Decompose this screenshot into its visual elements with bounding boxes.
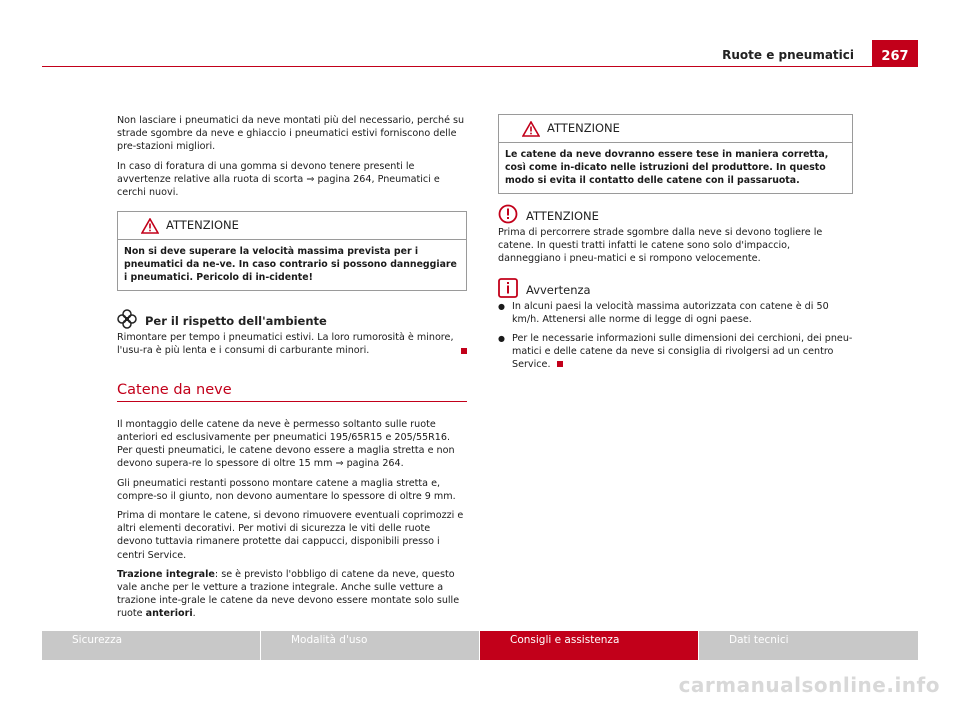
body-paragraph: Il montaggio delle catene da neve è permesso soltanto sulle ruote anteriori ed esclusivamente per pneumatici 195/65R15 e 205/55R16. Per questi pneumatici, le catene devono essere a maglia stretta e non devono supera-re lo spessore di oltre 15 mm ⇒ pagina 264. — [117, 418, 455, 470]
running-header-title: Ruote e pneumatici — [722, 48, 854, 62]
environment-body: Rimontare per tempo i pneumatici estivi. La loro rumorosità è minore, l'usu-ra è più lenta e i consumi di carburante minori. — [117, 331, 467, 357]
note-header — [498, 278, 853, 300]
footer-tab-dati-tecnici[interactable]: Dati tecnici — [699, 631, 918, 660]
footer-tab-consigli-assistenza[interactable]: Consigli e assistenza — [480, 631, 698, 660]
environment-header — [117, 309, 467, 331]
environment-flower-icon — [117, 309, 137, 329]
footer-tab-modalita-uso[interactable]: Modalità d'uso — [261, 631, 479, 660]
footer-tab-sicurezza[interactable]: Sicurezza — [42, 631, 260, 660]
caution-title: ATTENZIONE — [526, 209, 599, 223]
end-marker — [461, 348, 467, 354]
environment-title: Per il rispetto dell'ambiente — [145, 314, 327, 329]
body-paragraph: Prima di montare le catene, si devono rimuovere eventuali coprimozzi e altri elementi decorativi. Per motivi di sicurezza le viti delle ruote devono tuttavia rimanere protette dai cappucci, disponibili presso i centri Service. — [117, 510, 464, 561]
traction-paragraph: Trazione integrale: se è previsto l'obbligo di catene da neve, questo vale anche per le vetture a trazione integrale. Anche sulle vetture a trazione inte-grale le catene da neve devono essere montate solo sulle ruote anteriori. — [117, 568, 460, 620]
warning-body: Non si deve superare la velocità massima prevista per i pneumatici da ne-ve. In caso contrario si possono danneggiare i pneumatici. Pericolo di in-cidente! — [124, 246, 457, 284]
body-paragraph: Gli pneumatici restanti possono montare catene a maglia stretta e, compre-so il giunto, non devono aumentare lo spessore di oltre 9 mm. — [117, 477, 456, 502]
info-note-icon — [498, 278, 518, 298]
caution-body: Prima di percorrere strade sgombre dalla neve si devono togliere le catene. In questi tratti infatti le catene sono solo d'impaccio, danneggiano i pneu-matici e si rompono velocemente. — [498, 227, 823, 265]
intro-paragraph: Non lasciare i pneumatici da neve montati più del necessario, perché su strade sgombre da neve e ghiaccio i pneumatici estivi forniscono delle pre-stazioni migliori. — [117, 115, 465, 153]
end-marker — [557, 361, 563, 367]
section-title-catene: Catene da neve — [117, 381, 232, 398]
note-title: Avvertenza — [526, 282, 591, 297]
note-item: ● In alcuni paesi la velocità massima autorizzata con catene è di 50 km/h. Attenersi alle norme di legge di ogni paese. — [498, 300, 853, 326]
caution-header — [498, 204, 853, 226]
warning-triangle-icon — [522, 121, 540, 137]
traction-label: Trazione integrale — [117, 568, 215, 580]
warning-triangle-icon — [141, 218, 159, 234]
intro-paragraph: In caso di foratura di una gomma si devono tenere presenti le avvertenze relative alla ruota di scorta ⇒ pagina 264, Pneumatici e cerchi nuovi. — [117, 160, 440, 199]
warning-box-chains — [498, 114, 853, 194]
note-item: ● Per le necessarie informazioni sulle dimensioni dei cerchioni, dei pneu-matici e delle catene da neve si consiglia di rivolgersi ad un centro Service. — [498, 332, 853, 372]
warning-box-header — [118, 212, 466, 240]
section-rule — [117, 401, 467, 402]
page-number: 267 — [872, 40, 918, 67]
warning-title: ATTENZIONE — [166, 218, 239, 233]
footer-nav — [42, 631, 918, 660]
traction-emphasis: anteriori — [145, 608, 193, 620]
left-column — [117, 114, 467, 627]
warning-box — [117, 211, 467, 291]
header-rule — [42, 66, 918, 67]
warning-body: Le catene da neve dovranno essere tese in maniera corretta, così come in-dicato nelle istruzioni del produttore. In questo modo si evita il contatto delle catene con il passaruota. — [505, 149, 829, 186]
warning-box-header — [499, 115, 852, 143]
right-column — [498, 114, 853, 378]
warning-title: ATTENZIONE — [547, 121, 620, 135]
watermark: carmanualsonline.info — [678, 673, 940, 697]
caution-exclamation-icon — [498, 204, 518, 224]
